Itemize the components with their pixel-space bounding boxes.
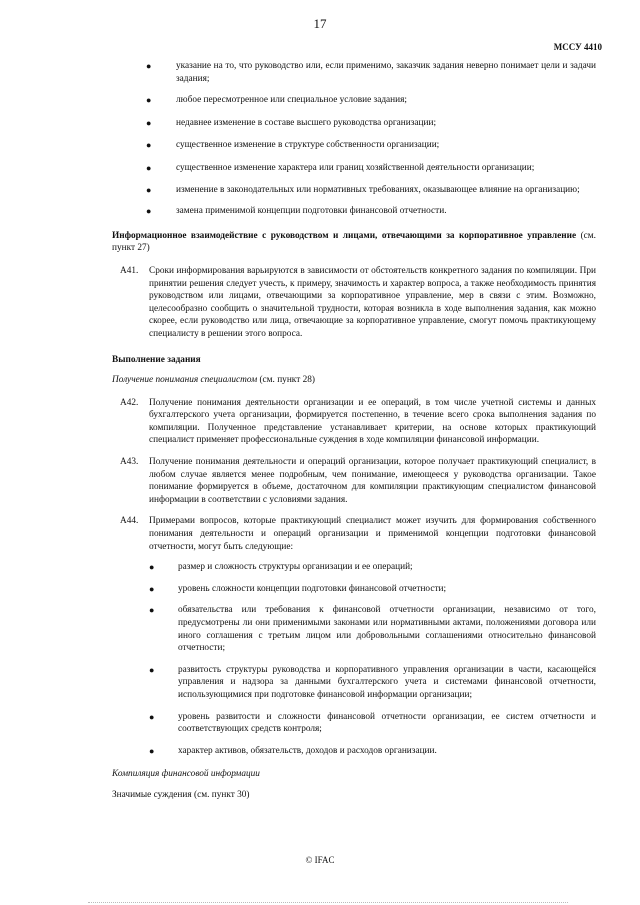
list-item-text: существенное изменение в структуре собственности организации; [176,140,440,151]
paragraph-a42 [112,397,596,447]
list-item [112,664,596,702]
list-item-text: недавнее изменение в составе высшего руководства организации; [176,117,437,128]
bullet-icon: ● [149,583,155,594]
bullet-icon: ● [146,140,152,151]
list-item [112,60,596,85]
list-item-text: указание на то, что руководство или, если применимо, заказчик задания неверно понимает цели и задачи задания; [176,61,596,84]
bullet-icon: ● [146,61,152,71]
paragraph-number: A42. [120,397,139,408]
list-item [112,604,596,654]
bullet-icon: ● [149,711,155,722]
subsection-reference: (см. пункт 28) [257,375,315,386]
list-item-text: характер активов, обязательств, доходов и расходов организации. [178,745,437,756]
list-item-text: уровень развитости и сложности финансовой отчетности организации, ее систем отчетности и соответствующих средств контроля; [178,711,596,735]
footer-copyright: © IFAC [305,855,335,865]
list-item-text: развитость структуры руководства и корпоративного управления организации в части, касающейся управления и надзора за данными бухгалтерского учета и системами финансовой отчетности, использующимися при подготовке финансовой информации организации; [178,664,596,700]
list-item-text: любое пересмотренное или специальное условие задания; [176,95,407,106]
bullet-icon: ● [146,117,152,128]
bullet-icon: ● [146,95,152,106]
list-item [112,184,596,197]
list-item [112,205,596,218]
section-heading-text: Информационное взаимодействие с руководством и лицами, отвечающими за корпоративное управление [112,230,577,241]
list-item-text: размер и сложность структуры организации и ее операций; [178,562,413,573]
bullet-icon: ● [149,745,155,756]
top-bullet-list [112,60,596,218]
section-heading: Выполнение задания [112,354,201,365]
list-item-text: замена применимой концепции подготовки финансовой отчетности. [176,206,447,217]
page-content [112,60,596,802]
bullet-icon: ● [149,562,155,573]
subsection-line: Значимые суждения (см. пункт 30) [112,789,250,800]
list-item-text: изменение в законодательных или нормативных требованиях, оказывающее влияние на организацию; [176,184,580,195]
paragraph-text: Примерами вопросов, которые практикующий специалист может изучить для формирования собственного понимания деятельности и операций организации и применимой концепции подготовки финансовой отчетности, могут быть следующие: [149,516,596,552]
paragraph-text: Сроки информирования варьируются в зависимости от обстоятельств конкретного задания по компиляции. При принятии решения следует учесть, к примеру, значимость и характер вопроса, а также необходимость принятия руководством или лицами, отвечающими за корпоративное управление, мер в связи с этим. Возможно, целесообразно сообщить о значительной трудности, которая возникла в ходе выполнения задания, как можно скорее, если руководство или лица, отвечающие за корпоративное управление, смогут помочь практикующему специалисту в решении этого вопроса. [149,265,596,339]
list-item [112,162,596,175]
section-reference: (см. пункт 27) [112,230,596,254]
list-item [112,561,596,574]
paragraph-a44 [112,515,596,553]
paragraph-number: A43. [120,457,139,468]
list-item-text: уровень сложности концепции подготовки финансовой отчетности; [178,583,447,594]
paragraph-text: Получение понимания деятельности организации и ее операций, в том числе учетной системы и данных бухгалтерского учета организации, формируется постепенно, в течение всего срока выполнения задания по компиляции. Полученное представление устанавливает критерии, на основе которых практикующий специалист применяет профессиональные суждения в ходе компиляции финансовой информации. [149,397,596,446]
bullet-icon: ● [149,605,155,616]
bullet-icon: ● [149,664,155,675]
subsection-heading [112,374,596,387]
list-item [112,711,596,736]
section-heading [112,230,596,255]
paragraph-a41 [112,265,596,341]
list-item [112,117,596,130]
list-item-text: существенное изменение характера или границ хозяйственной деятельности организации; [176,162,535,173]
standard-code: МССУ 4410 [553,42,602,52]
bullet-icon: ● [146,162,152,173]
paragraph-text: Получение понимания деятельности и операций организации, которое получает практикующий специалист, в любом случае является менее подробным, чем понимание, имеющееся у руководства организации. Такое понимание формируется в объеме, достаточном для компиляции практикующим специалистом финансовой информации в соответствии с условиями задания. [149,457,596,505]
paragraph-number: A44. [120,516,139,527]
page-number: 17 [313,16,327,31]
bullet-icon: ● [146,184,152,195]
list-item [112,139,596,152]
list-item-text: обязательства или требования к финансовой отчетности организации, независимо от того, предусмотрены ли они применимыми законами или нормативными актами, положениями договора или иного соглашения с третьим лицом или добровольными соглашениями относительно финансовой отчетности; [178,605,596,654]
a44-bullet-list [112,561,596,757]
subsection-title: Получение понимания специалистом [112,375,258,386]
list-item [112,745,596,758]
paragraph-number: A41. [120,265,139,276]
list-item [112,583,596,596]
bullet-icon: ● [146,206,152,217]
paragraph-a43 [112,456,596,506]
subsection-title: Компиляция финансовой информации [112,769,260,780]
list-item [112,94,596,107]
